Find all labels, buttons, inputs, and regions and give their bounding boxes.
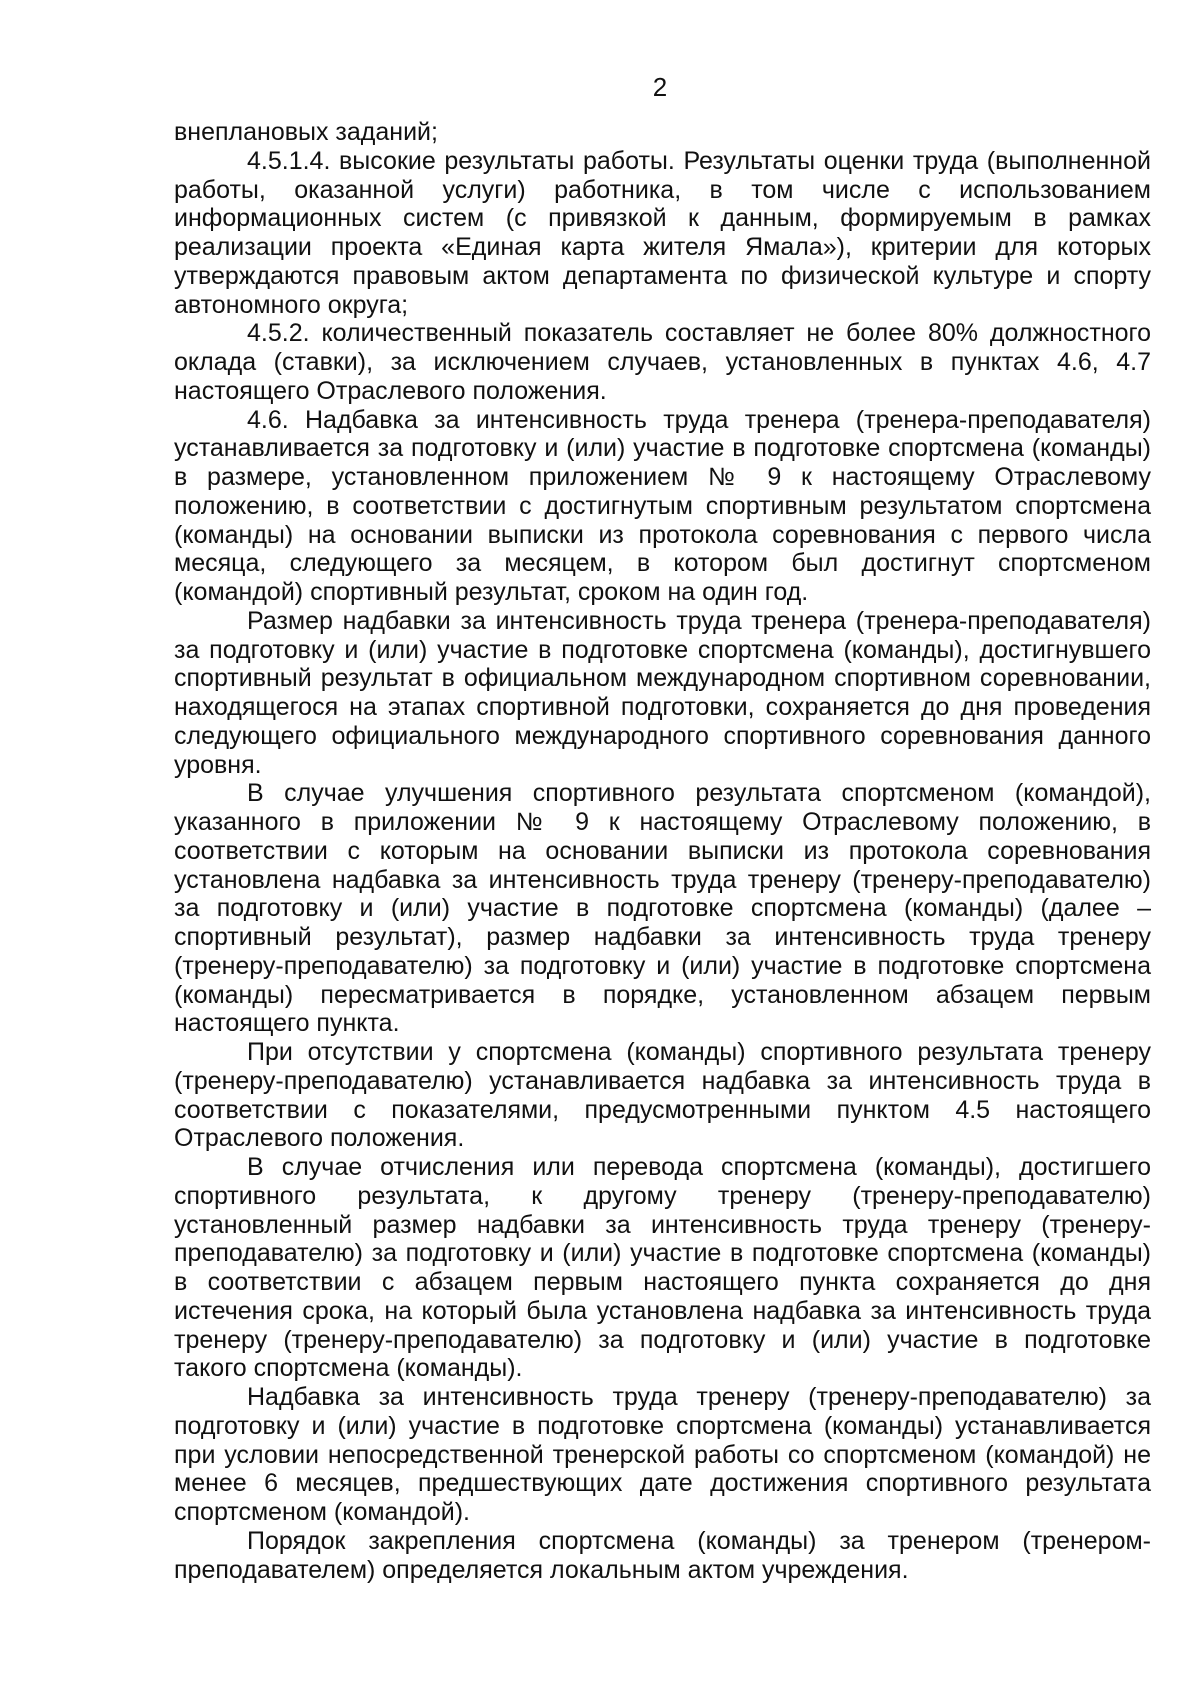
paragraph-4-5-2: 4.5.2. количественный показатель составляет не более 80% должностного оклада (ставки), за исключением случаев, установленных в пунктах 4.6, 4.7 настоящего Отраслевого положения. (174, 319, 1151, 405)
paragraph-assignment-order: Порядок закрепления спортсмена (команды) за тренером (тренером-преподавателем) определяется локальным актом учреждения. (174, 1526, 1151, 1584)
paragraph-condition: Надбавка за интенсивность труда тренеру (тренеру-преподавателю) за подготовку и (или) участие в подготовке спортсмена (команды) устанавливается при условии непосредственной тренерской работы со спортсменом (командой) не менее 6 месяцев, предшествующих дате достижения спортивного результата спортсменом (командой). (174, 1383, 1151, 1526)
paragraph-result-improvement: В случае улучшения спортивного результата спортсменом (командой), указанного в приложении № 9 к настоящему Отраслевому положению, в соответствии с которым на основании выписки из протокола соревнования установлена надбавка за интенсивность труда тренеру (тренеру-преподавателю) за подготовку и (или) участие в подготовке спортсмена (команды) (далее – спортивный результат), размер надбавки за интенсивность труда тренеру (тренеру-преподавателю) за подготовку и (или) участие в подготовке спортсмена (команды) пересматривается в порядке, установленном абзацем первым настоящего пункта. (174, 779, 1151, 1038)
document-body (174, 118, 1151, 1584)
paragraph-no-result: При отсутствии у спортсмена (команды) спортивного результата тренеру (тренеру-преподавателю) устанавливается надбавка за интенсивность труда в соответствии с показателями, предусмотренными пунктом 4.5 настоящего Отраслевого положения. (174, 1038, 1151, 1153)
paragraph-4-6: 4.6. Надбавка за интенсивность труда тренера (тренера-преподавателя) устанавливается за подготовку и (или) участие в подготовке спортсмена (команды) в размере, установленном приложением № 9 к настоящему Отраслевому положению, в соответствии с достигнутым спортивным результатом спортсмена (команды) на основании выписки из протокола соревнования с первого числа месяца, следующего за месяцем, в котором был достигнут спортсменом (командой) спортивный результат, сроком на один год. (174, 405, 1151, 606)
paragraph-bonus-size: Размер надбавки за интенсивность труда тренера (тренера-преподавателя) за подготовку и (или) участие в подготовке спортсмена (команды), достигнувшего спортивный результат в официальном международном спортивном соревновании, находящегося на этапах спортивной подготовки, сохраняется до дня проведения следующего официального международного спортивного соревнования данного уровня. (174, 606, 1151, 779)
paragraph-transfer: В случае отчисления или перевода спортсмена (команды), достигшего спортивного результата, к другому тренеру (тренеру-преподавателю) установленный размер надбавки за интенсивность труда тренеру (тренеру-преподавателю) за подготовку и (или) участие в подготовке спортсмена (команды) в соответствии с абзацем первым настоящего пункта сохраняется до дня истечения срока, на который была установлена надбавка за интенсивность труда тренеру (тренеру-преподавателю) за подготовку и (или) участие в подготовке такого спортсмена (команды). (174, 1153, 1151, 1383)
paragraph-4-5-1-4: 4.5.1.4. высокие результаты работы. Результаты оценки труда (выполненной работы, оказанной услуги) работника, в том числе с использованием информационных систем (с привязкой к данным, формируемым в рамках реализации проекта «Единая карта жителя Ямала»), критерии для которых утверждаются правовым актом департамента по физической культуре и спорту автономного округа; (174, 146, 1151, 319)
page-number: 2 (652, 72, 668, 102)
paragraph-continuation: внеплановых заданий; (174, 118, 438, 146)
